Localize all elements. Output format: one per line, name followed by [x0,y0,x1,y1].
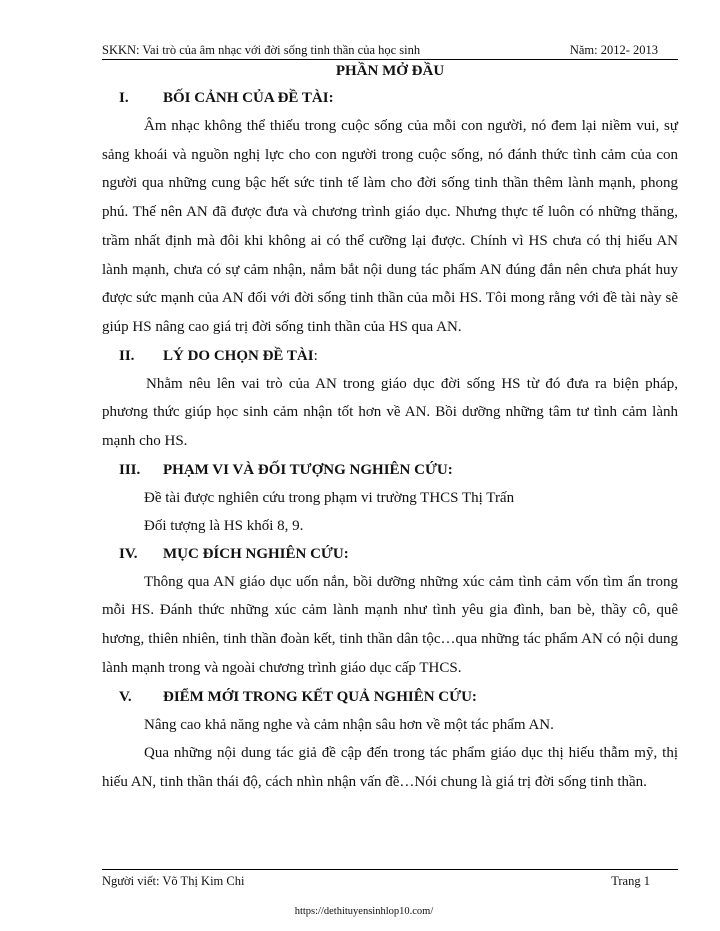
section-heading-3 [102,456,678,484]
section-title-colon: : [313,347,318,364]
section-number: IV. [119,545,138,562]
section-number: V. [119,688,132,705]
paragraph: Nâng cao khả năng nghe và cảm nhận sâu hơn về một tác phẩm AN. [144,716,554,733]
section-title: MỤC ĐÍCH NGHIÊN CỨU: [163,545,349,562]
page-footer [102,869,678,888]
section-heading-4 [102,540,678,568]
footer-page-number: Trang 1 [611,874,650,888]
section-title: PHẠM VI VÀ ĐỐI TƯỢNG NGHIÊN CỨU: [163,461,453,478]
section-title: LÝ DO CHỌN ĐỀ TÀI [163,347,314,364]
section-title: BỐI CẢNH CỦA ĐỀ TÀI: [163,90,334,106]
section-title: ĐIỂM MỚI TRONG KẾT QUẢ NGHIÊN CỨU: [163,688,477,705]
header-year: Năm: 2012- 2013 [569,43,658,57]
header-doc-title: SKKN: Vai trò của âm nhạc với đời sống tinh thần của học sinh [102,43,421,57]
text-line: Đề tài được nghiên cứu trong phạm vi trường THCS Thị Trấn [144,489,515,506]
section-number: II. [119,347,135,364]
paragraph: Thông qua AN giáo dục uốn nắn, bồi dưỡng những xúc cảm tình cảm vốn tìm ẩn trong mỗi HS. Đánh thức những xúc cảm lành mạnh như tình yêu gia đình, ban bè, thầy cô, quê hương, thiên nhiên, tinh thần đoàn kết, tinh thần dân tộc…qua những tác phẩm AN có nội dung lành mạnh trong và ngoài chương trình giáo dục cấp THCS. [102,573,678,676]
section-number: I. [119,90,129,106]
page-title: PHẦN MỞ ĐẦU [335,63,445,79]
paragraph: Qua những nội dung tác giả đề cập đến trong tác phẩm giáo dục thị hiếu thẫm mỹ, thị hiếu AN, tinh thần thái độ, cách nhìn nhận vấn đề…Nói chung là giá trị đời sống tinh thần. [102,745,678,790]
source-url-link[interactable]: https://dethituyensinhlop10.com/ [294,906,434,917]
footer-author: Người viết: Võ Thị Kim Chi [102,874,245,888]
paragraph: Nhằm nêu lên vai trò của AN trong giáo dục đời sống HS từ đó đưa ra biện pháp, phương thức giúp học sinh cảm nhận tốt hơn về AN. Bồi dưỡng những tâm tư tình cảm lành mạnh cho HS. [102,375,678,450]
section-title-wrap [163,342,318,370]
section-heading-2 [102,342,678,370]
section-number: III. [119,461,141,478]
text-line: Đối tượng là HS khối 8, 9. [144,517,304,534]
section-heading-5 [102,683,678,711]
document-body [102,58,678,797]
section-heading-1 [102,84,678,112]
paragraph: Âm nhạc không thể thiếu trong cuộc sống của mỗi con người, nó đem lại niềm vui, sự sảng khoái và nguồn nghị lực cho con người trong cuộc sống, nó đánh thức tình cảm của con người qua những cung bậc hết sức tinh tế làm cho đời sống tinh thần thêm lành mạnh, phong phú. Thế nên AN đã được đưa và chương trình giáo dục. Nhưng thực tế luôn có những thăng, trầm nhất định mà đôi khi không ai có thể cưỡng lại được. Chính vì HS chưa có thị hiếu AN lành mạnh, chưa có sự cảm nhận, nắm bắt nội dung tác phẩm AN đúng đắn nên chưa phát huy được sức mạnh của AN đối với đời sống tinh thần của mỗi HS. Tôi mong rằng với đề tài này sẽ giúp HS nâng cao giá trị đời sống tinh thần của HS qua AN. [102,118,678,335]
